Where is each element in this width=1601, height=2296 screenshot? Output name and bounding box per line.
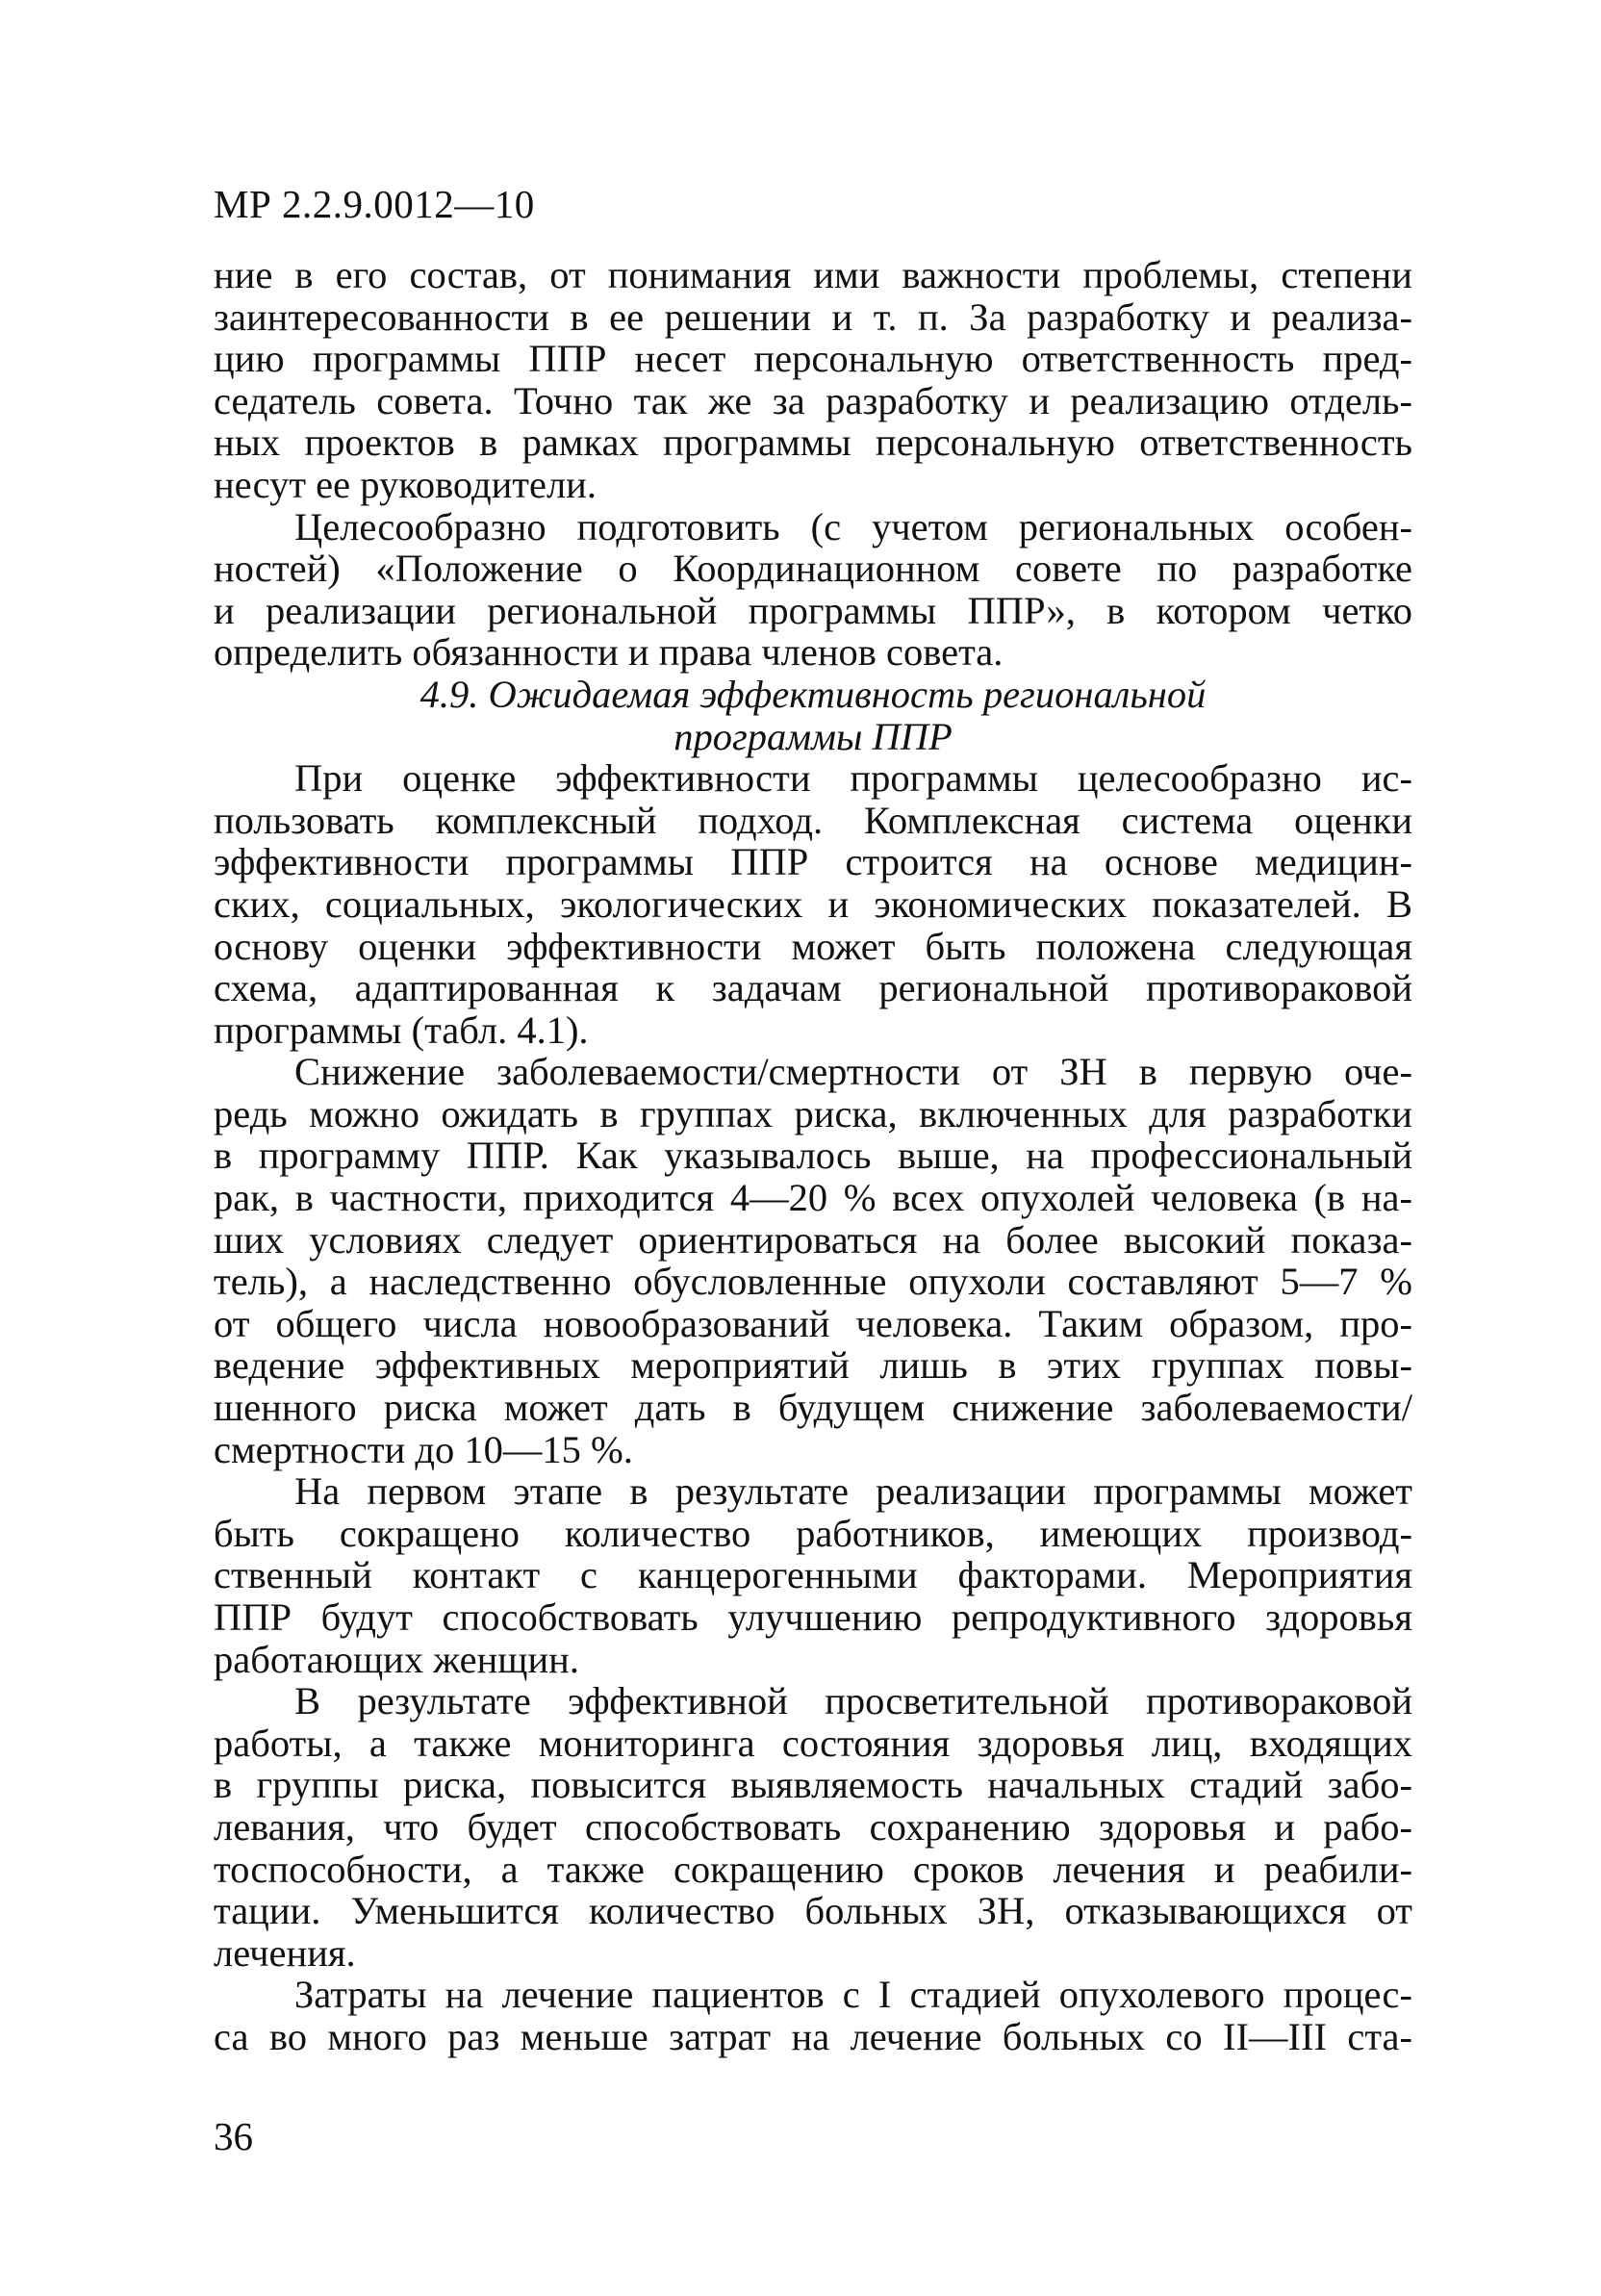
text-line: Снижение заболеваемости/смертности от ЗН в первую оче- — [294, 1050, 1412, 1094]
text-line: шенного риска может дать в будущем снижение заболеваемости/ — [214, 1386, 1412, 1430]
text-line: седатель совета. Точно так же за разработку и реализацию отдель- — [214, 378, 1412, 422]
text-line: в программу ППР. Как указывалось выше, на профессиональный — [214, 1134, 1412, 1178]
text-line: пользовать комплексный подход. Комплексная система оценки — [214, 798, 1412, 842]
text-line: На первом этапе в результате реализации программы может — [294, 1469, 1412, 1514]
text-line: редь можно ожидать в группах риска, включенных для разработки — [214, 1091, 1412, 1135]
text-line: рак, в частности, приходится 4—20 % всех опухолей человека (в на- — [214, 1176, 1412, 1220]
heading-line: программы ППР — [673, 714, 953, 758]
text-line: тоспособности, а также сокращению сроков лечения и реабили- — [214, 1847, 1412, 1891]
section-heading — [214, 674, 1412, 757]
text-line: работающих женщин. — [214, 1637, 579, 1681]
paragraph-first-stage — [214, 1470, 1412, 1680]
paragraph-council-responsibility — [214, 254, 1412, 506]
text-line: от общего числа новообразований человека. Таким образом, про- — [214, 1301, 1412, 1345]
text-line: заинтересованности в ее решении и т. п. За разработку и реализа- — [214, 294, 1412, 339]
text-line: смертности до 10—15 %. — [214, 1427, 633, 1471]
body-text — [214, 254, 1412, 2058]
text-line: В результате эффективной просветительной противораковой — [294, 1679, 1412, 1723]
text-line: схема, адаптированная к задачам региональной противораковой — [214, 966, 1412, 1010]
text-line: в группы риска, повысится выявляемость начальных стадий забо- — [214, 1763, 1412, 1807]
text-line: са во много раз меньше затрат на лечение больных со II—III ста- — [214, 2014, 1412, 2058]
text-line: определить обязанности и права членов совета. — [214, 630, 1004, 675]
text-line: цию программы ППР несет персональную ответственность пред- — [214, 337, 1412, 381]
text-line: ных проектов в рамках программы персональную ответственность — [214, 421, 1412, 465]
text-line: несут ее руководители. — [214, 462, 597, 506]
text-line: Целесообразно подготовить (с учетом региональных особен- — [294, 504, 1412, 548]
text-line: и реализации региональной программы ППР», в котором четко — [214, 588, 1412, 632]
text-line: ших условиях следует ориентироваться на более высокий показа- — [214, 1217, 1412, 1262]
text-line: тель), а наследственно обусловленные опухоли составляют 5—7 % — [214, 1260, 1412, 1304]
text-line: ских, социальных, экологических и экономических показателей. В — [214, 881, 1412, 926]
paragraph-council-regulation — [214, 506, 1412, 674]
text-line: Затраты на лечение пациентов с I стадией опухолевого процес- — [294, 1973, 1412, 2017]
text-line: ППР будут способствовать улучшению репродуктивного здоровья — [214, 1595, 1412, 1639]
text-line: эффективности программы ППР строится на основе медицин- — [214, 840, 1412, 884]
heading-line: 4.9. Ожидаемая эффективность региональной — [419, 672, 1207, 716]
text-line: быть сокращено количество работников, имеющих производ- — [214, 1511, 1412, 1555]
text-line: ностей) «Положение о Координационном совете по разработке — [214, 547, 1412, 591]
paragraph-evaluation-approach — [214, 757, 1412, 1051]
text-line: работы, а также мониторинга состояния здоровья лиц, входящих — [214, 1721, 1412, 1765]
text-line: ственный контакт с канцерогенными факторами. Мероприятия — [214, 1553, 1412, 1597]
paragraph-treatment-costs — [214, 1974, 1412, 2057]
paragraph-morbidity-reduction — [214, 1051, 1412, 1470]
text-line: тации. Уменьшится количество больных ЗН, отказывающихся от — [214, 1889, 1412, 1933]
text-line: основу оценки эффективности может быть положена следующая — [214, 924, 1412, 968]
text-line: программы (табл. 4.1). — [214, 1008, 589, 1052]
text-line: ведение эффективных мероприятий лишь в этих группах повы- — [214, 1343, 1412, 1388]
paragraph-educational-work — [214, 1680, 1412, 1974]
text-line: левания, что будет способствовать сохранению здоровья и рабо- — [214, 1804, 1412, 1849]
text-line: При оценке эффективности программы целесообразно ис- — [294, 756, 1412, 801]
text-line: ние в его состав, от понимания ими важности проблемы, степени — [214, 253, 1412, 296]
page-number: 36 — [214, 2114, 253, 2158]
running-header: МР 2.2.9.0012—10 — [214, 182, 535, 226]
text-line: лечения. — [214, 1930, 356, 1975]
